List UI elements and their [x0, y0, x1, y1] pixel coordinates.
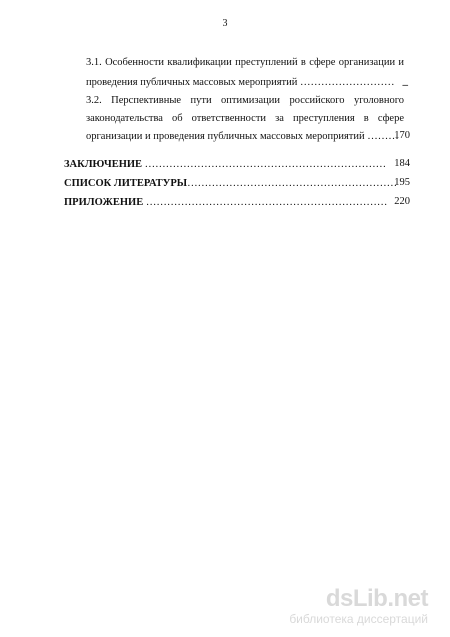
toc-conclusion-dots: …………………………………………………………… — [142, 159, 387, 170]
toc-conclusion-label: ЗАКЛЮЧЕНИЕ — [64, 159, 143, 170]
toc-appendix-dots: …………………………………………………………… — [143, 197, 388, 208]
watermark-subtitle: библиотека диссертаций — [289, 612, 428, 626]
toc-3-1-page: – — [402, 79, 408, 91]
toc-references-dots: …………………………………………………… — [187, 178, 398, 189]
toc-appendix — [64, 196, 387, 210]
toc-conclusion-page: 184 — [394, 158, 410, 169]
watermark — [289, 586, 428, 626]
toc-3-1-line-2: проведения публичных массовых мероприятий ……………………… — [86, 77, 395, 88]
toc-references-label: СПИСОК ЛИТЕРАТУРЫ — [64, 178, 188, 189]
page-number: 3 — [222, 18, 228, 29]
toc-3-2-line-3: организации и проведения публичных массовых мероприятий ……… — [86, 131, 399, 142]
watermark-logo: dsLib.net — [325, 585, 428, 612]
toc-appendix-page: 220 — [394, 196, 410, 207]
toc-3-2-line-1: 3.2. Перспективные пути оптимизации российского уголовного — [86, 95, 404, 106]
toc-conclusion — [64, 158, 386, 172]
toc-references — [64, 177, 397, 191]
toc-3-1-line-1: 3.1. Особенности квалификации преступлений в сфере организации и — [86, 57, 404, 68]
toc-3-2-line-2: законодательства об ответственности за преступления в сфере — [86, 113, 404, 124]
toc-3-2-page: 170 — [394, 130, 410, 141]
toc-appendix-label: ПРИЛОЖЕНИЕ — [64, 197, 144, 208]
toc-references-page: 195 — [394, 177, 410, 188]
